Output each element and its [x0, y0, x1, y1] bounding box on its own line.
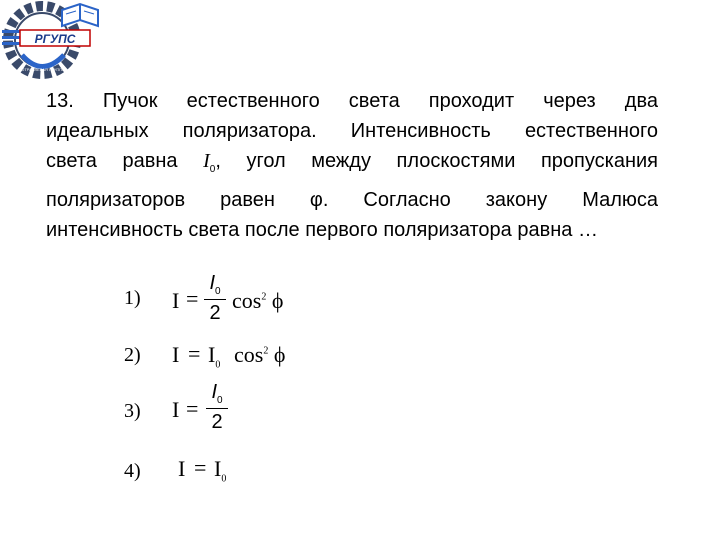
logo-ring-text: ОТРАСЛЕВАЯ ГРУППА [21, 67, 65, 72]
fraction-bar [204, 299, 226, 300]
formula-3-equals: = [186, 396, 199, 421]
question-line-3 [46, 146, 658, 185]
question-line-1: 13. Пучок естественного света проходит через два [46, 90, 658, 112]
book-icon [62, 4, 98, 26]
formula-4-rhs-sub: 0 [221, 473, 227, 485]
phi-symbol: ϕ [271, 288, 284, 313]
formula-1-fraction [204, 272, 226, 325]
option-2-label[interactable]: 2) [124, 344, 141, 366]
fraction-bar [206, 408, 228, 409]
formula-1-lhs: I [172, 288, 180, 313]
option-1-label[interactable]: 1) [124, 287, 141, 309]
formula-1-num-I: I [209, 272, 215, 294]
formula-1-cos [232, 288, 283, 314]
question-text [46, 86, 658, 245]
formula-2-equals: = [188, 341, 201, 366]
formula-2-rhs-I: I [208, 342, 216, 367]
university-logo [0, 0, 110, 85]
question-line-3-start: света равна [46, 150, 178, 172]
question-line-4: поляризаторов равен φ. Согласно закону Малюса [46, 189, 658, 211]
formula-2-rhs [208, 342, 220, 370]
cos-text: cos [234, 342, 264, 367]
phi-symbol: ϕ [273, 342, 286, 367]
formula-1-numerator [204, 272, 226, 297]
formula-3-num-sub: 0 [217, 395, 223, 406]
formula-3-fraction [206, 381, 228, 434]
formula-3-lhs: I [172, 397, 180, 422]
intensity-subscript: 0 [209, 164, 216, 175]
formula-1-denominator: 2 [209, 302, 221, 324]
question-line-5: интенсивность света после первого поляризатора равна … [46, 219, 598, 241]
formula-4-rhs-I: I [214, 456, 222, 481]
option-4-label[interactable]: 4) [124, 460, 141, 482]
formula-4-lhs: I [178, 456, 186, 481]
formula-2-lhs: I [172, 342, 180, 367]
formula-2-rhs-sub: 0 [215, 359, 221, 371]
cos-power: 2 [261, 291, 267, 303]
formula-1-num-sub: 0 [215, 286, 221, 297]
formula-3-denominator: 2 [211, 411, 223, 433]
intensity-variable: I [203, 150, 210, 172]
formula-2-cos [234, 342, 285, 368]
formula-4-rhs [214, 456, 226, 484]
cos-text: cos [232, 288, 262, 313]
cos-power: 2 [263, 345, 269, 357]
logo-text: РГУПС [34, 32, 76, 46]
question-line-3-end: , угол между плоскостями пропускания [215, 150, 658, 172]
formula-4-equals: = [194, 455, 207, 480]
formula-3-numerator [206, 381, 228, 406]
question-line-2: идеальных поляризатора. Интенсивность естественного [46, 120, 658, 142]
option-3-label[interactable]: 3) [124, 400, 141, 422]
formula-1-equals: = [186, 286, 199, 311]
formula-3-num-I: I [211, 381, 217, 403]
